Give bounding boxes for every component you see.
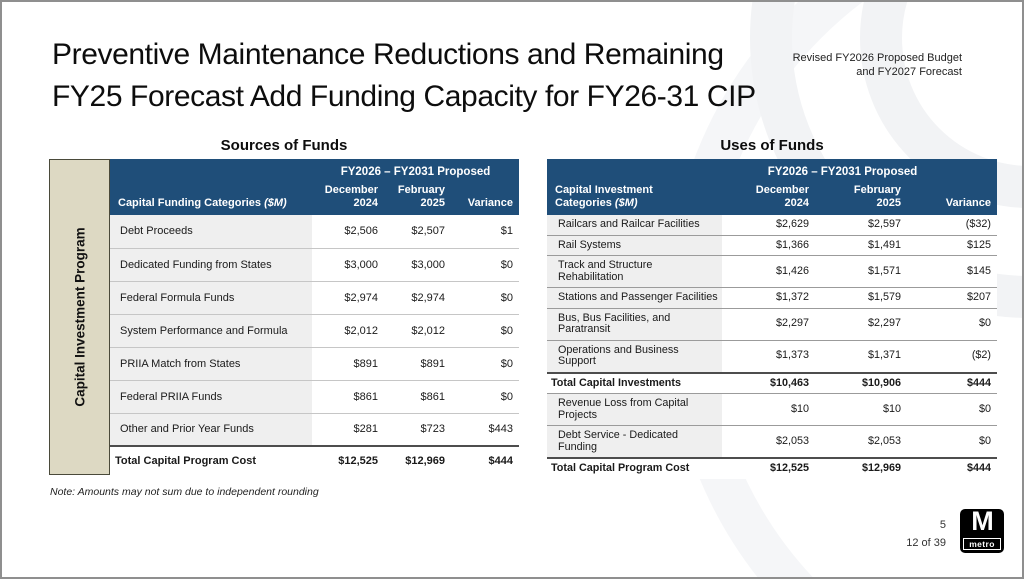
table-row bbox=[547, 308, 997, 340]
footnote: Note: Amounts may not sum due to independent rounding bbox=[50, 486, 319, 498]
subtotal-variance-value: $444 bbox=[907, 373, 997, 394]
row-label: Operations and Business Support bbox=[547, 340, 722, 373]
table-row bbox=[547, 288, 997, 309]
page-title bbox=[52, 34, 756, 118]
row-dec-value: $2,012 bbox=[312, 314, 384, 347]
page-numbers bbox=[906, 516, 946, 552]
total-label: Total Capital Program Cost bbox=[110, 446, 312, 475]
table-row bbox=[547, 235, 997, 256]
row-feb-value: $2,297 bbox=[815, 308, 907, 340]
page-number: 5 bbox=[939, 519, 946, 531]
total-dec-value: $12,525 bbox=[722, 458, 815, 479]
row-variance-value: $0 bbox=[451, 248, 519, 281]
row-label: Debt Service - Dedicated Funding bbox=[547, 426, 722, 459]
row-dec-value: $2,974 bbox=[312, 281, 384, 314]
row-label: Revenue Loss from Capital Projects bbox=[547, 394, 722, 426]
row-variance-value: $145 bbox=[907, 256, 997, 288]
uses-total-row bbox=[547, 458, 997, 479]
subtotal-dec-value: $10,463 bbox=[722, 373, 815, 394]
row-variance-value: $207 bbox=[907, 288, 997, 309]
row-dec-value: $2,506 bbox=[312, 215, 384, 248]
row-variance-value: $443 bbox=[451, 413, 519, 446]
uses-subtotal-row bbox=[547, 373, 997, 394]
total-feb-value: $12,969 bbox=[815, 458, 907, 479]
row-feb-value: $2,597 bbox=[815, 215, 907, 235]
sources-table bbox=[110, 159, 519, 475]
sources-header-empty bbox=[110, 159, 312, 179]
row-feb-value: $723 bbox=[384, 413, 451, 446]
uses-table-title: Uses of Funds bbox=[720, 137, 824, 154]
row-variance-value: $0 bbox=[451, 380, 519, 413]
row-variance-value: ($32) bbox=[907, 215, 997, 235]
table-row bbox=[547, 426, 997, 459]
row-feb-value: $1,491 bbox=[815, 235, 907, 256]
table-row bbox=[547, 394, 997, 426]
total-variance-value: $444 bbox=[451, 446, 519, 475]
uses-col-variance: Variance bbox=[907, 179, 997, 215]
total-dec-value: $12,525 bbox=[312, 446, 384, 475]
sources-span-header-row bbox=[110, 159, 519, 179]
total-label: Total Capital Program Cost bbox=[547, 458, 722, 479]
row-variance-value: $0 bbox=[907, 426, 997, 459]
row-dec-value: $2,053 bbox=[722, 426, 815, 459]
sources-span-header: FY2026 – FY2031 Proposed bbox=[312, 159, 519, 179]
row-feb-value: $2,507 bbox=[384, 215, 451, 248]
row-label: Track and Structure Rehabilitation bbox=[547, 256, 722, 288]
uses-header-empty bbox=[547, 159, 722, 179]
total-feb-value: $12,969 bbox=[384, 446, 451, 475]
sources-column-header-row bbox=[110, 179, 519, 215]
row-dec-value: $3,000 bbox=[312, 248, 384, 281]
row-variance-value: $125 bbox=[907, 235, 997, 256]
sources-col-categories: Capital Funding Categories ($M) bbox=[110, 179, 312, 215]
row-dec-value: $1,426 bbox=[722, 256, 815, 288]
metro-logo-wordmark: metro bbox=[963, 538, 1001, 550]
table-row bbox=[110, 215, 519, 248]
table-row bbox=[110, 281, 519, 314]
subtotal-feb-value: $10,906 bbox=[815, 373, 907, 394]
row-label: Bus, Bus Facilities, and Paratransit bbox=[547, 308, 722, 340]
uses-span-header: FY2026 – FY2031 Proposed bbox=[722, 159, 997, 179]
row-variance-value: $0 bbox=[451, 347, 519, 380]
row-label: Dedicated Funding from States bbox=[110, 248, 312, 281]
row-label: Railcars and Railcar Facilities bbox=[547, 215, 722, 235]
row-variance-value: $0 bbox=[907, 394, 997, 426]
row-dec-value: $891 bbox=[312, 347, 384, 380]
uses-column-header-row bbox=[547, 179, 997, 215]
corner-note-line1: Revised FY2026 Proposed Budget bbox=[792, 52, 962, 64]
corner-note bbox=[793, 51, 962, 79]
row-feb-value: $2,974 bbox=[384, 281, 451, 314]
row-dec-value: $861 bbox=[312, 380, 384, 413]
sources-col-december: December 2024 bbox=[312, 179, 384, 215]
sources-col-february: February 2025 bbox=[384, 179, 451, 215]
row-dec-value: $1,373 bbox=[722, 340, 815, 373]
uses-table bbox=[547, 159, 997, 479]
table-row bbox=[547, 215, 997, 235]
table-row bbox=[110, 380, 519, 413]
table-row bbox=[547, 340, 997, 373]
page-title-line2: FY25 Forecast Add Funding Capacity for FY26-31 CIP bbox=[52, 80, 756, 113]
table-row bbox=[110, 248, 519, 281]
row-feb-value: $861 bbox=[384, 380, 451, 413]
uses-col-categories: Capital Investment Categories ($M) bbox=[547, 179, 722, 215]
row-feb-value: $1,579 bbox=[815, 288, 907, 309]
sources-col-variance: Variance bbox=[451, 179, 519, 215]
table-row bbox=[110, 413, 519, 446]
row-dec-value: $281 bbox=[312, 413, 384, 446]
row-feb-value: $1,571 bbox=[815, 256, 907, 288]
page-progress: 12 of 39 bbox=[906, 537, 946, 549]
subtotal-label: Total Capital Investments bbox=[547, 373, 722, 394]
row-label: System Performance and Formula bbox=[110, 314, 312, 347]
sources-table-title: Sources of Funds bbox=[220, 137, 348, 154]
sidebar-vertical-label: Capital Investment Program bbox=[72, 227, 87, 407]
row-feb-value: $10 bbox=[815, 394, 907, 426]
row-dec-value: $2,297 bbox=[722, 308, 815, 340]
row-dec-value: $1,366 bbox=[722, 235, 815, 256]
row-feb-value: $891 bbox=[384, 347, 451, 380]
metro-logo bbox=[960, 506, 1004, 553]
row-label: Stations and Passenger Facilities bbox=[547, 288, 722, 309]
row-label: Rail Systems bbox=[547, 235, 722, 256]
capital-investment-program-band bbox=[49, 159, 110, 475]
row-variance-value: $0 bbox=[907, 308, 997, 340]
row-label: PRIIA Match from States bbox=[110, 347, 312, 380]
row-dec-value: $1,372 bbox=[722, 288, 815, 309]
row-variance-value: $0 bbox=[451, 281, 519, 314]
row-label: Debt Proceeds bbox=[110, 215, 312, 248]
table-row bbox=[110, 347, 519, 380]
uses-col-december: December 2024 bbox=[722, 179, 815, 215]
row-dec-value: $10 bbox=[722, 394, 815, 426]
row-variance-value: $1 bbox=[451, 215, 519, 248]
table-row bbox=[110, 314, 519, 347]
metro-logo-m: M bbox=[971, 506, 993, 536]
row-dec-value: $2,629 bbox=[722, 215, 815, 235]
sources-total-row bbox=[110, 446, 519, 475]
row-variance-value: $0 bbox=[451, 314, 519, 347]
table-row bbox=[547, 256, 997, 288]
corner-note-line2: and FY2027 Forecast bbox=[856, 66, 962, 78]
uses-span-header-row bbox=[547, 159, 997, 179]
row-label: Other and Prior Year Funds bbox=[110, 413, 312, 446]
row-label: Federal Formula Funds bbox=[110, 281, 312, 314]
row-feb-value: $3,000 bbox=[384, 248, 451, 281]
total-variance-value: $444 bbox=[907, 458, 997, 479]
page-title-line1: Preventive Maintenance Reductions and Remaining bbox=[52, 38, 724, 71]
row-variance-value: ($2) bbox=[907, 340, 997, 373]
row-feb-value: $2,012 bbox=[384, 314, 451, 347]
row-feb-value: $2,053 bbox=[815, 426, 907, 459]
uses-col-february: February 2025 bbox=[815, 179, 907, 215]
row-label: Federal PRIIA Funds bbox=[110, 380, 312, 413]
row-feb-value: $1,371 bbox=[815, 340, 907, 373]
